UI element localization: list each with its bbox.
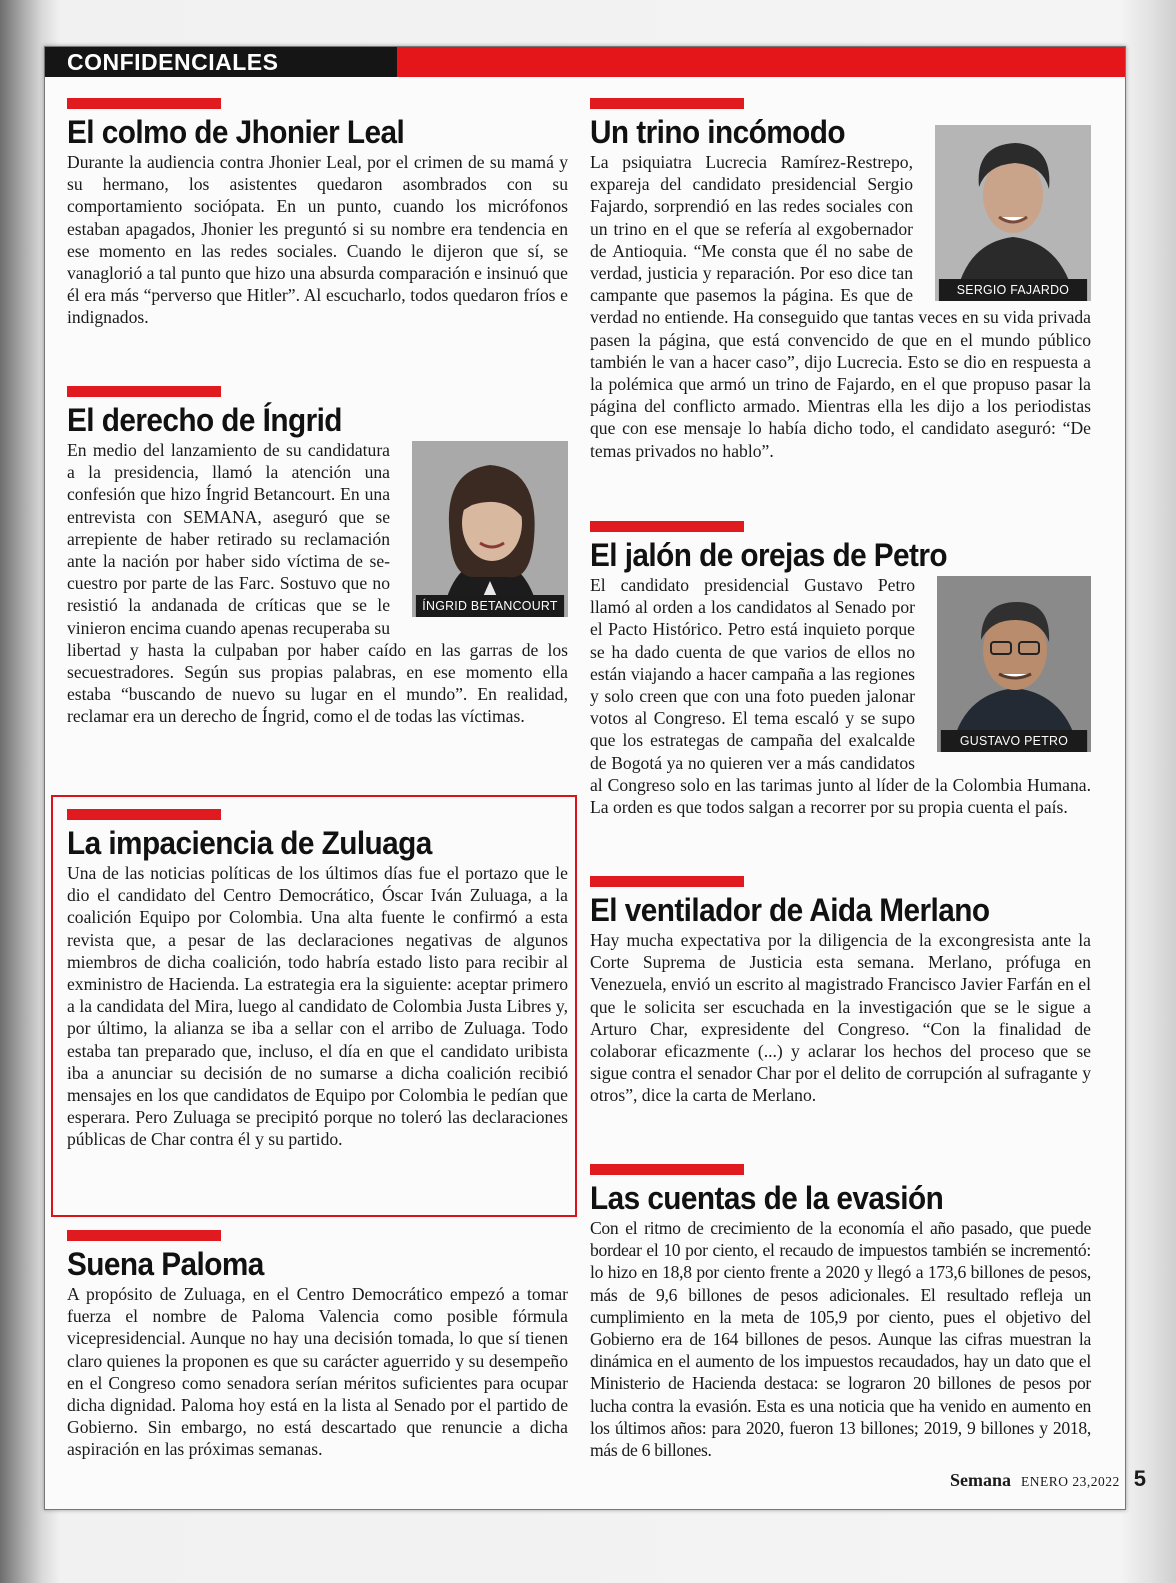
article-accent-bar	[590, 521, 744, 532]
article-body: Una de las noticias políticas de los últimos días fue el portazo que le dio el candidato del Centro Democrático, Óscar Iván Zuluaga, a la coalición Equipo por Colombia. Una alta fuente le confirmó a esta revista que, a pesar de las declaraciones negativas de algunos miembros de dicha coalición, todo habría estado listo para recibir al exministro de Hacienda. La estrategia era la siguiente: aceptar primero a la candidata del Mira, luego al candidato de Colombia Justa Libres y, por último, la alianza se iba a sellar con el arribo de Zuluaga. Todo estaba tan preparado que, incluso, el día en que el candidato uribista iba a anunciar su decisión de no sumarse a dicha coalición recibió mensajes en los que candidatos de Equipo por Colombia le pedían que esperara. Pero Zuluaga se precipitó porque no toleró las declaraciones públicas de Char contra él y su partido.	[67, 863, 568, 1150]
article-accent-bar	[67, 1230, 221, 1241]
article-zuluaga	[67, 809, 568, 1151]
article-body: Con el ritmo de crecimiento de la economía el año pasado, que puede bordear el 10 por ciento, el recaudo de impuestos también se incrementó: lo hizo en 18,8 por ciento frente a 2020 y llegó a 173,6 billones de pesos, más de 9,6 billones de pesos adicionales. El resultado refleja un cumplimiento en la meta de 105,9 por ciento, pues el objetivo del Gobierno era de 164 billones de pesos. Aunque las cifras muestran la dinámica en el aumento de los impuestos recaudados, hay un dato que el Ministerio de Hacienda destaca: se lograron 20 billones de pesos por lucha contra la evasión. Esta es una noticia que ha venido en aumento en los últimos años: para 2020, fueron 13 billones; 2019, 9 billones y 2018, más de 6 billones.	[590, 1218, 1091, 1461]
page-number: 5	[1133, 1466, 1146, 1491]
article-accent-bar	[67, 809, 221, 820]
article-accent-bar	[590, 876, 744, 887]
magazine-page	[44, 46, 1126, 1510]
article-body: A propósito de Zuluaga, en el Centro Democrático empezó a tomar fuerza el nombre de Paloma Valencia como posible fórmula vicepresidencial. Aunque no hay una decisión tomada, lo que sí tienen claro quienes la proponen es que su carácter aguerrido y su desempeño en el Congreso como senadora serían méritos suficientes para ocupar dicha dignidad. Paloma hoy está en la lista al Senado por el partido de Gobierno. Sin embargo, no está descartado que renuncie a dicha aspiración en las próximas semanas.	[67, 1284, 568, 1460]
article-headline: Un trino incómodo	[590, 114, 846, 150]
gustavo-petro-photo	[937, 576, 1091, 752]
article-headline: El derecho de Íngrid	[67, 402, 342, 438]
article-accent-bar	[590, 98, 744, 109]
article-body: En medio del lanzamiento de su candidatura a la presidencia, llamó la atención una confesión que hizo Íngrid Betancourt. En una entrevista con SEMANA, aseguró que se arrepiente de haber retirado su reclamación ante la nación por haber sido víctima de secuestro por parte de las Farc. Sostuvo que no resistió la andanada de críticas que se le vinieron encima cuando apenas recuperaba su libertad y hasta la culpaban por haber caído en las garras de los secuestradores. Según sus propias palabras, en ese momento ella estaba “buscando de nuevo su lugar en el mundo”. En realidad, reclamar era un derecho de Íngrid, como el de todas las víctimas.	[67, 440, 568, 727]
photo-caption: GUSTAVO PETRO	[941, 730, 1087, 752]
portrait-image	[935, 125, 1091, 301]
page-footer	[950, 1466, 1146, 1492]
article-accent-bar	[590, 1164, 744, 1175]
article-body: El candidato presidencial Gustavo Petro llamó al orden a los candidatos al Senado por el Pacto Histórico. Petro está inquieto porque se ha dado cuenta de que varios de ellos no están viajando a hacer campaña a las regiones y solo creen que con una foto pueden jalonar votos al Congreso. El tema escaló y se supo que los estrategas de campaña del exalcalde de Bogotá ya no quieren ver a más candidatos al Congreso solo en las tarimas junto al líder de la Colombia Humana. La orden es que todos salgan a recorrer por su propia cuenta el país.	[590, 575, 1091, 818]
section-title: CONFIDENCIALES	[45, 47, 397, 77]
section-banner	[45, 47, 1125, 77]
article-body: La psiquiatra Lucrecia Ramírez-Restrepo, expareja del candidato presidencial Sergio Fajardo, sorprendió en las redes sociales con un trino en el que se refería al exgobernador de Antioquia. “Me consta que él no sabe de verdad, justicia y reparación. Por eso dice tan campante que pasemos la página. Es que de verdad no entiende. Ha conseguido que tantas veces en su vida privada pasen la página, que está convencido de que en el mundo público también le van a hacer caso”, dijo Lucrecia. Esto se dio en respuesta a la polémica que armó un trino de Fajardo, en el que propuso pasar la página del conflicto armado. Mientras ella les dijo a los periodistas que con ese mensaje lo había dicho todo, el candidato aseguró: “De temas privados no hablo”.	[590, 152, 1091, 461]
sergio-fajardo-photo	[935, 125, 1091, 301]
article-jhonier	[67, 98, 568, 329]
article-body: Durante la audiencia contra Jhonier Leal, por el crimen de su mamá y su hermano, los asistentes quedaron asombrados con su comportamiento sociópata. En un punto, cuando los micrófonos estaban apagados, Jhonier les preguntó si su nombre era tendencia en ese momento en las redes sociales. Cuando le dijeron que sí, se vanaglorió a tal punto que hizo una absurda comparación e insinuó que él era más “perverso que Hitler”. Al escucharlo, todos quedaron fríos e indignados.	[67, 152, 568, 328]
article-evasion	[590, 1164, 1091, 1461]
article-paloma	[67, 1230, 568, 1461]
article-headline: El jalón de orejas de Petro	[590, 537, 948, 573]
article-body: Hay mucha expectativa por la diligencia de la excongresista ante la Corte Suprema de Justicia esta semana. Merlano, prófuga en Venezuela, envió un escrito al magistrado Francisco Javier Farfán en el que le solicita ser escuchada en la investigación que se le sigue a Arturo Char, expresidente del Congreso. “Con la finalidad de colaborar eficazmente (...) y aclarar los hechos del proceso que se sigue contra el senador Char por el delito de corrupción al sufragante y otros”, dice la carta de Merlano.	[590, 930, 1091, 1106]
ingrid-betancourt-photo	[412, 441, 568, 617]
article-accent-bar	[67, 98, 221, 109]
article-headline: El ventilador de Aida Merlano	[590, 892, 990, 928]
article-headline: Las cuentas de la evasión	[590, 1180, 944, 1216]
article-headline: Suena Paloma	[67, 1246, 264, 1282]
magazine-name: Semana	[949, 1470, 1011, 1490]
article-merlano	[590, 876, 1091, 1107]
portrait-image	[412, 441, 568, 617]
article-trino	[590, 98, 1091, 462]
portrait-image	[937, 576, 1091, 752]
issue-date: ENERO 23,2022	[1021, 1474, 1120, 1489]
article-headline: La impaciencia de Zuluaga	[67, 825, 432, 861]
article-headline: El colmo de Jhonier Leal	[67, 114, 405, 150]
article-ingrid	[67, 386, 568, 728]
article-accent-bar	[67, 386, 221, 397]
photo-caption: ÍNGRID BETANCOURT	[416, 595, 564, 617]
photo-caption: SERGIO FAJARDO	[939, 279, 1087, 301]
article-petro	[590, 521, 1091, 818]
